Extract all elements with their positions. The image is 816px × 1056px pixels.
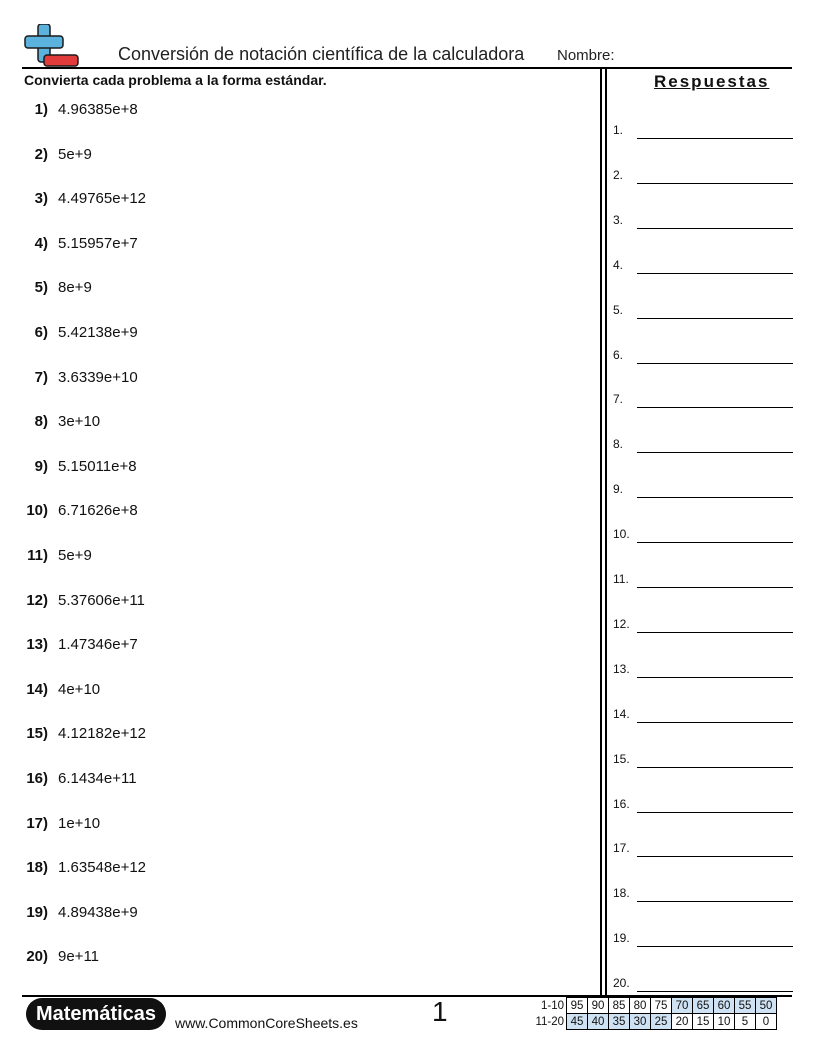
answer-line[interactable] [637,991,793,992]
problem-number: 18) [26,859,48,877]
problem-number: 9) [34,457,48,475]
answer-number: 18. [613,886,630,901]
score-range-label: 1-10 [540,999,564,1012]
answer-number: 15. [613,751,630,766]
answer-number: 10. [613,527,630,542]
answer-line[interactable] [637,138,793,139]
answer-line[interactable] [637,722,793,723]
answer-blank[interactable] [613,795,793,813]
answer-blank[interactable] [613,301,793,319]
problem-number: 8) [34,413,48,431]
answers-title: Respuestas [654,72,770,91]
score-cell: 60 [714,998,735,1014]
answer-line[interactable] [637,363,793,364]
answer-line[interactable] [637,901,793,902]
answer-blank[interactable] [613,166,793,184]
problem-item [22,547,92,564]
score-cell: 55 [735,998,756,1014]
problem-item [22,681,100,698]
problem-text: 3.6339e+10 [58,368,138,386]
problem-item [22,324,138,341]
problem-number: 14) [26,680,48,698]
answer-line[interactable] [637,677,793,678]
problem-text: 5.37606e+11 [58,591,145,609]
problem-item [22,502,138,519]
answer-line[interactable] [637,318,793,319]
site-url: www.CommonCoreSheets.es [175,1015,358,1031]
score-cell: 90 [588,998,609,1014]
problem-text: 6.1434e+11 [58,770,137,787]
answer-line[interactable] [637,856,793,857]
problem-number: 19) [26,903,48,921]
answer-number: 8. [613,437,624,452]
problem-number: 6) [34,324,48,341]
subject-badge: Matemáticas [26,998,166,1030]
score-cell: 65 [693,998,714,1014]
answer-number: 9. [613,482,624,497]
answer-number: 12. [613,616,630,631]
problem-text: 4.89438e+9 [58,903,138,921]
instructions: Convierta cada problema a la forma estándar. [24,72,327,88]
problem-number: 16) [26,770,48,787]
answer-number: 14. [613,706,630,721]
problem-number: 7) [34,368,48,386]
problem-text: 1.63548e+12 [58,859,147,877]
problem-text: 3e+10 [58,413,101,431]
problem-number: 1) [34,101,48,118]
page-number: 1 [432,996,448,1027]
answer-line[interactable] [637,497,793,498]
answer-blank[interactable] [613,211,793,229]
problem-item [22,636,138,653]
answer-blank[interactable] [613,660,793,678]
problem-item [22,859,146,876]
problem-text: 8e+9 [58,279,92,297]
score-cell: 0 [756,1014,777,1030]
problem-text: 5.15957e+7 [58,234,138,252]
problem-text: 4.96385e+8 [58,101,138,118]
answer-number: 19. [613,931,630,946]
problem-number: 17) [26,814,48,832]
answer-blank[interactable] [613,974,793,992]
problem-item [22,101,138,118]
problem-text: 4.12182e+12 [58,725,147,743]
score-cell: 80 [630,998,651,1014]
score-cell: 25 [651,1014,672,1030]
plus-minus-logo-icon [24,24,80,68]
score-table [528,997,777,1030]
answer-line[interactable] [637,542,793,543]
problem-item [22,235,138,252]
problem-item [22,146,92,163]
answer-blank[interactable] [613,570,793,588]
answer-number: 7. [613,392,624,407]
answer-number: 13. [613,661,630,676]
answer-line[interactable] [637,767,793,768]
answer-blank[interactable] [613,390,793,408]
answer-blank[interactable] [613,121,793,139]
score-cell: 20 [672,1014,693,1030]
problem-text: 5e+9 [58,547,92,564]
answer-number: 1. [613,123,624,137]
score-cell: 75 [651,998,672,1014]
problem-item [22,369,138,386]
name-label: Nombre: [557,47,615,64]
page-title: Conversión de notación científica de la calculadora [118,44,525,64]
score-cell: 70 [672,998,693,1014]
answer-blank[interactable] [613,615,793,633]
answer-blank[interactable] [613,705,793,723]
column-divider [600,68,602,996]
problem-item [22,413,100,430]
answer-number: 2. [613,167,624,182]
score-cell: 5 [735,1014,756,1030]
score-row [528,1014,777,1030]
answer-line[interactable] [637,632,793,633]
score-cell: 95 [567,998,588,1014]
problem-number: 12) [26,591,48,609]
score-cell: 85 [609,998,630,1014]
answer-blank[interactable] [613,884,793,902]
problem-text: 1e+10 [58,814,101,832]
problem-number: 2) [34,145,48,163]
problem-item [22,815,100,832]
answer-line[interactable] [637,812,793,813]
answer-blank[interactable] [613,839,793,857]
answer-number: 6. [613,347,624,362]
problem-text: 5.42138e+9 [58,324,138,341]
score-cell: 15 [693,1014,714,1030]
score-cell: 30 [630,1014,651,1030]
score-cell: 50 [756,998,777,1014]
score-range-label: 11-20 [535,1015,564,1028]
answer-line[interactable] [637,452,793,453]
answer-line[interactable] [637,228,793,229]
answer-blank[interactable] [613,480,793,498]
problem-number: 3) [34,190,48,208]
problem-number: 15) [26,725,48,743]
problem-number: 4) [34,234,48,252]
problem-text: 4.49765e+12 [58,190,147,208]
answer-number: 11. [613,572,629,586]
score-cell: 45 [567,1014,588,1030]
problem-item [22,725,146,742]
problem-number: 20) [26,948,48,966]
problem-number: 10) [26,502,48,520]
answer-number: 5. [613,302,624,317]
problem-item [22,190,146,207]
problem-text: 1.47346e+7 [58,636,138,654]
problem-text: 5e+9 [58,145,92,163]
answer-blank[interactable] [613,346,793,364]
header-divider [22,67,792,69]
problem-item [22,948,99,965]
problem-item [22,904,138,921]
column-divider [605,68,607,996]
answer-line[interactable] [637,183,793,184]
answer-number: 3. [613,212,624,227]
problem-number: 11) [27,547,48,564]
problem-text: 5.15011e+8 [58,457,137,475]
problem-text: 6.71626e+8 [58,502,138,520]
problem-item [22,770,137,787]
answer-number: 16. [613,796,630,811]
problem-number: 5) [34,279,48,297]
score-row [528,998,777,1014]
answer-number: 20. [613,976,630,991]
score-cell: 10 [714,1014,735,1030]
answer-number: 17. [613,841,630,856]
score-cell: 35 [609,1014,630,1030]
problem-item [22,458,137,475]
answer-blank[interactable] [613,929,793,947]
answer-number: 4. [613,257,624,272]
problem-text: 4e+10 [58,680,101,698]
answer-line[interactable] [637,946,793,947]
problem-text: 9e+11 [58,948,100,966]
answer-line[interactable] [637,587,793,588]
answer-blank[interactable] [613,435,793,453]
problem-item [22,279,92,296]
score-cell: 40 [588,1014,609,1030]
answer-blank[interactable] [613,256,793,274]
answer-line[interactable] [637,273,793,274]
answer-blank[interactable] [613,750,793,768]
problem-number: 13) [26,636,48,654]
answer-line[interactable] [637,407,793,408]
problem-item [22,592,145,609]
answer-blank[interactable] [613,525,793,543]
